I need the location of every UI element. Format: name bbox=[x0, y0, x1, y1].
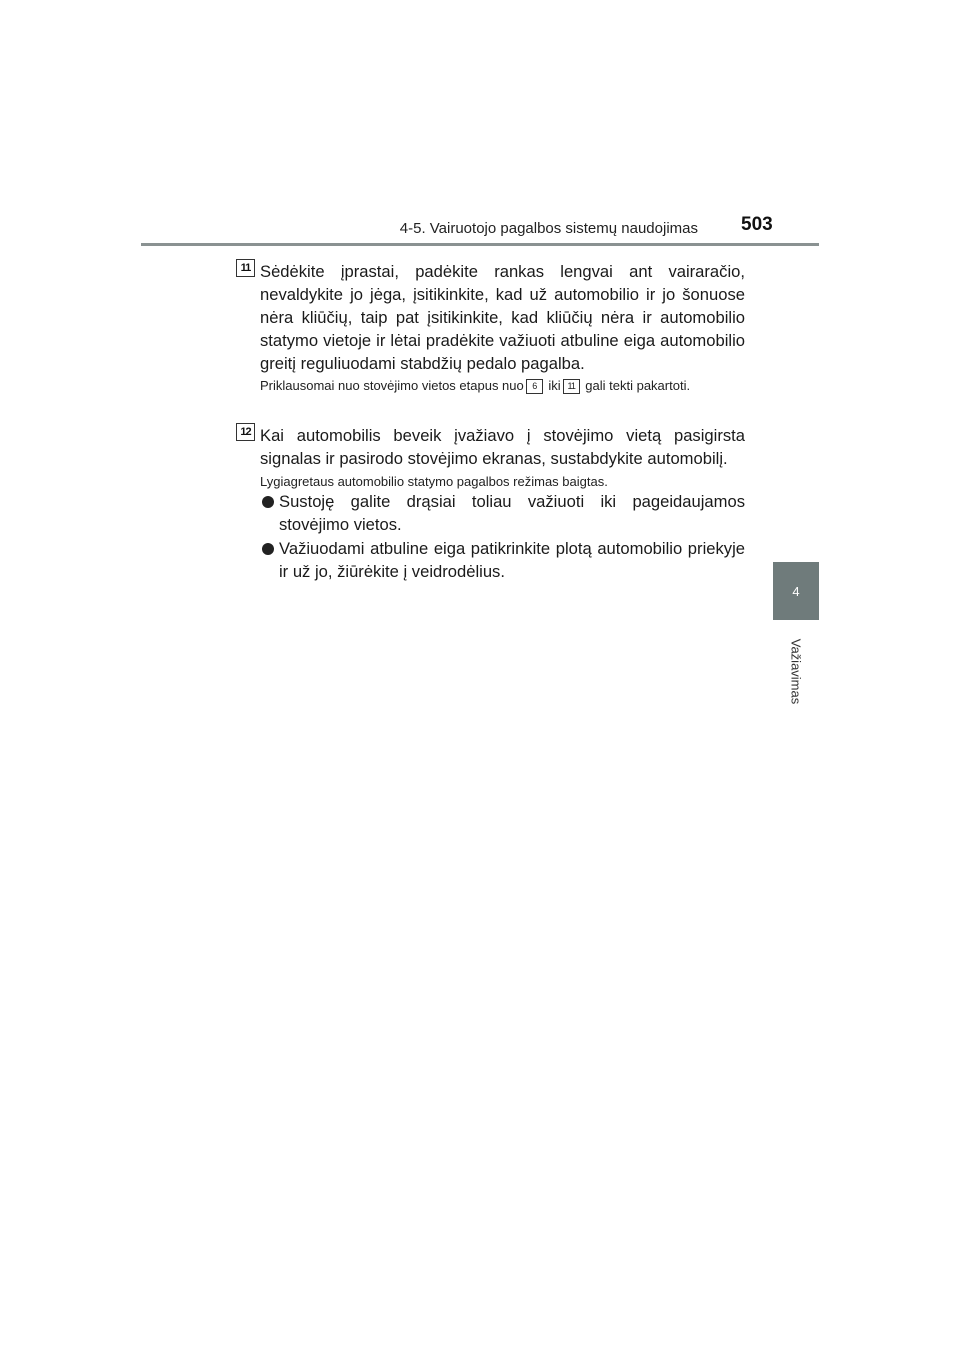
note-text-after: gali tekti pakartoti. bbox=[585, 378, 691, 393]
chapter-label: Važiavimas bbox=[788, 638, 804, 704]
step-12-text: Kai automobilis beveik įvažiavo į stovėjimo vietą pasigirsta signalas ir pasirodo stovėjimo ekranas, sustabdykite automobilį. bbox=[260, 426, 745, 468]
note-text-middle: iki bbox=[548, 378, 561, 393]
step-number-12: 12 bbox=[236, 423, 255, 441]
bullet-text: Sustoję galite drąsiai toliau važiuoti iki pageidaujamos stovėjimo vietos. bbox=[279, 492, 745, 534]
bullet-dot-icon bbox=[262, 496, 274, 508]
step-12-note: Lygiagretaus automobilio statymo pagalbos režimas baigtas. bbox=[260, 474, 608, 489]
step-11-text: Sėdėkite įprastai, padėkite rankas lengvai ant vairaračio, nevaldykite jo jėga, įsitikinkite, kad už automobilio ir jo šonuose nėra kliūčių, taip pat įsitikinkite, kad kliūčių nėra ir automobilio statymo vietoje ir lėtai pradėkite važiuoti atbuline eiga automobilio greitį reguliuodami stabdžių pedalo pagalba. bbox=[260, 262, 745, 373]
step-ref-11: 11 bbox=[563, 379, 580, 394]
chapter-number: 4 bbox=[792, 583, 800, 599]
note-text-before: Priklausomai nuo stovėjimo vietos etapus nuo bbox=[260, 378, 524, 393]
header-divider bbox=[141, 243, 819, 246]
bullet-dot-icon bbox=[262, 543, 274, 555]
step-ref-6: 6 bbox=[526, 379, 543, 394]
chapter-label-container bbox=[758, 633, 834, 709]
chapter-tab bbox=[773, 562, 819, 620]
bullet-text: Važiuodami atbuline eiga patikrinkite plotą automobilio priekyje ir už jo, žiūrėkite į veidrodėlius. bbox=[279, 539, 745, 581]
page-number: 503 bbox=[741, 214, 773, 235]
step-11-note bbox=[260, 378, 745, 394]
page-header bbox=[0, 0, 960, 250]
section-title: 4-5. Vairuotojo pagalbos sistemų naudojimas bbox=[399, 220, 698, 237]
step-number-11: 11 bbox=[236, 259, 255, 277]
